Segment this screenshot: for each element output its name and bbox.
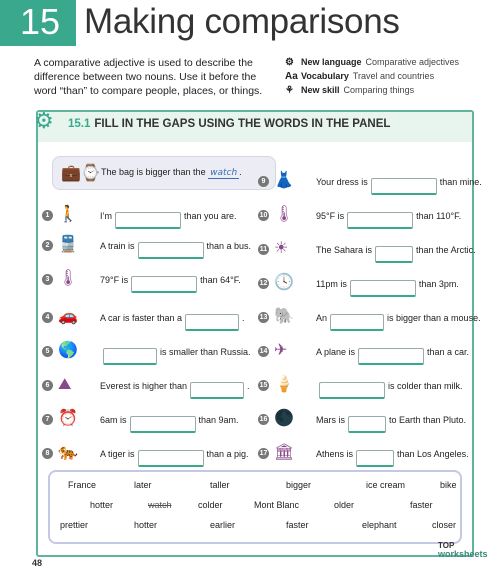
item-11: 11 ☀ The Sahara is than the Arctic. xyxy=(258,238,472,262)
exercise-title: 15.1 FILL IN THE GAPS USING THE WORDS IN THE PANEL xyxy=(68,118,391,130)
item-17: 17 🏛 Athens is than Los Angeles. xyxy=(258,442,472,466)
unit-header xyxy=(0,0,500,46)
intro-text: A comparative adjective is used to describe the difference between two nouns. Use it before the word “than” to compare people, places, or things. xyxy=(34,57,263,97)
thermometer-icon: 🌡 xyxy=(274,206,295,223)
example-answer: watch xyxy=(210,168,238,178)
gear-icon: ⚙ xyxy=(34,108,54,133)
word-bank-item: faster xyxy=(410,500,433,510)
word-bank-item: earlier xyxy=(210,520,236,530)
clocks-icon: 🕓 xyxy=(274,274,294,291)
gears-icon: ⚙ xyxy=(285,57,294,68)
gap-3[interactable] xyxy=(131,276,197,293)
word-bank-item: closer xyxy=(432,520,457,530)
planets-icon: 🌑 xyxy=(274,410,294,427)
page-title: Making comparisons xyxy=(84,2,400,41)
word-bank-item: bigger xyxy=(286,480,312,490)
dresses-icon: 👗 xyxy=(274,172,294,189)
gap-11[interactable] xyxy=(375,246,413,263)
item-10: 10 🌡 95°F is than 110°F. xyxy=(258,204,472,228)
item-1: 1 🚶 I’m than you are. xyxy=(42,204,260,228)
word-bank-item: later xyxy=(134,480,152,490)
word-bank-item: older xyxy=(334,500,355,510)
gap-7[interactable] xyxy=(130,416,196,433)
item-15: 15 🍦 is colder than milk. xyxy=(258,374,472,398)
info-new-language: ⚙ New language Comparative adjectives xyxy=(285,57,460,68)
item-5: 5 🌎 is smaller than Russia. xyxy=(42,340,260,364)
ice-cream-milk-icon: 🍦 xyxy=(274,376,294,393)
item-16: 16 🌑 Mars is to Earth than Pluto. xyxy=(258,408,472,432)
item-6: 6 ⛰ Everest is higher than . xyxy=(42,374,260,398)
gap-9[interactable] xyxy=(371,178,437,195)
tall-short-people-icon: 🚶 xyxy=(58,206,78,223)
sun-icon: ☀ xyxy=(274,240,289,257)
word-bank-item: hotter xyxy=(134,520,158,530)
page-number: 48 xyxy=(32,558,43,568)
word-bank-item: colder xyxy=(198,500,223,510)
gap-6[interactable] xyxy=(190,382,244,399)
item-3: 3 🌡 79°F is than 64°F. xyxy=(42,268,260,292)
gap-12[interactable] xyxy=(350,280,416,297)
word-bank xyxy=(48,470,462,544)
gap-8[interactable] xyxy=(138,450,204,467)
gap-1[interactable] xyxy=(115,212,181,229)
word-bank-item: France xyxy=(68,480,97,490)
example-item: 💼⌚ The bag is bigger than the watch . xyxy=(52,156,276,190)
word-bank-item: hotter xyxy=(90,500,114,510)
item-2: 2 🚆 A train is than a bus. xyxy=(42,234,260,258)
temple-icon: 🏛 xyxy=(274,444,295,461)
mountains-icon: ⛰ xyxy=(58,376,72,393)
word-bank-item: taller xyxy=(210,480,230,490)
thermometer-icon: 🌡 xyxy=(58,270,79,287)
gap-5[interactable] xyxy=(103,348,157,365)
exercise-header xyxy=(34,108,472,142)
train-bus-icon: 🚆 xyxy=(58,236,78,253)
word-bank-item: prettier xyxy=(60,520,89,530)
puzzle-icon: ⚘ xyxy=(285,85,294,96)
exercise-panel xyxy=(34,108,482,557)
item-9: 9 👗 Your dress is than mine. xyxy=(258,170,472,194)
plane-icon: ✈ xyxy=(274,342,288,359)
gap-13[interactable] xyxy=(330,314,384,331)
word-bank-item: faster xyxy=(286,520,309,530)
gap-14[interactable] xyxy=(358,348,424,365)
word-bank-item: elephant xyxy=(362,520,397,530)
gap-4[interactable] xyxy=(185,314,239,331)
word-bank-item: Mont Blanc xyxy=(254,500,300,510)
elephant-mouse-icon: 🐘 xyxy=(274,308,294,325)
vocabulary-icon: Aa xyxy=(285,71,298,82)
gap-2[interactable] xyxy=(138,242,204,259)
globe-icon: 🌎 xyxy=(58,342,78,359)
brand-logo: TOP worksheets xyxy=(438,541,488,559)
bag-watch-icon: 💼⌚ xyxy=(61,165,101,182)
info-vocabulary: Aa Vocabulary Travel and countries xyxy=(285,71,435,82)
word-bank-item: bike xyxy=(440,480,457,490)
gap-10[interactable] xyxy=(347,212,413,229)
alarm-clocks-icon: ⏰ xyxy=(58,410,78,427)
word-bank-item-used: watch xyxy=(148,500,172,510)
info-box xyxy=(285,56,459,98)
info-new-skill: ⚘ New skill Comparing things xyxy=(285,85,415,96)
item-4: 4 🚗 A car is faster than a . xyxy=(42,306,260,330)
item-13: 13 🐘 An is bigger than a mouse. xyxy=(258,306,472,330)
word-bank-item: ice cream xyxy=(366,480,406,490)
item-12: 12 🕓 11pm is than 3pm. xyxy=(258,272,472,296)
tiger-pig-icon: 🐅 xyxy=(58,444,78,461)
gap-16[interactable] xyxy=(348,416,386,433)
item-14: 14 ✈ A plane is than a car. xyxy=(258,340,472,364)
gap-15[interactable] xyxy=(319,382,385,399)
gap-17[interactable] xyxy=(356,450,394,467)
item-7: 7 ⏰ 6am is than 9am. xyxy=(42,408,260,432)
car-bike-icon: 🚗 xyxy=(58,308,78,325)
unit-number: 15 xyxy=(20,1,61,42)
item-8: 8 🐅 A tiger is than a pig. xyxy=(42,442,260,466)
